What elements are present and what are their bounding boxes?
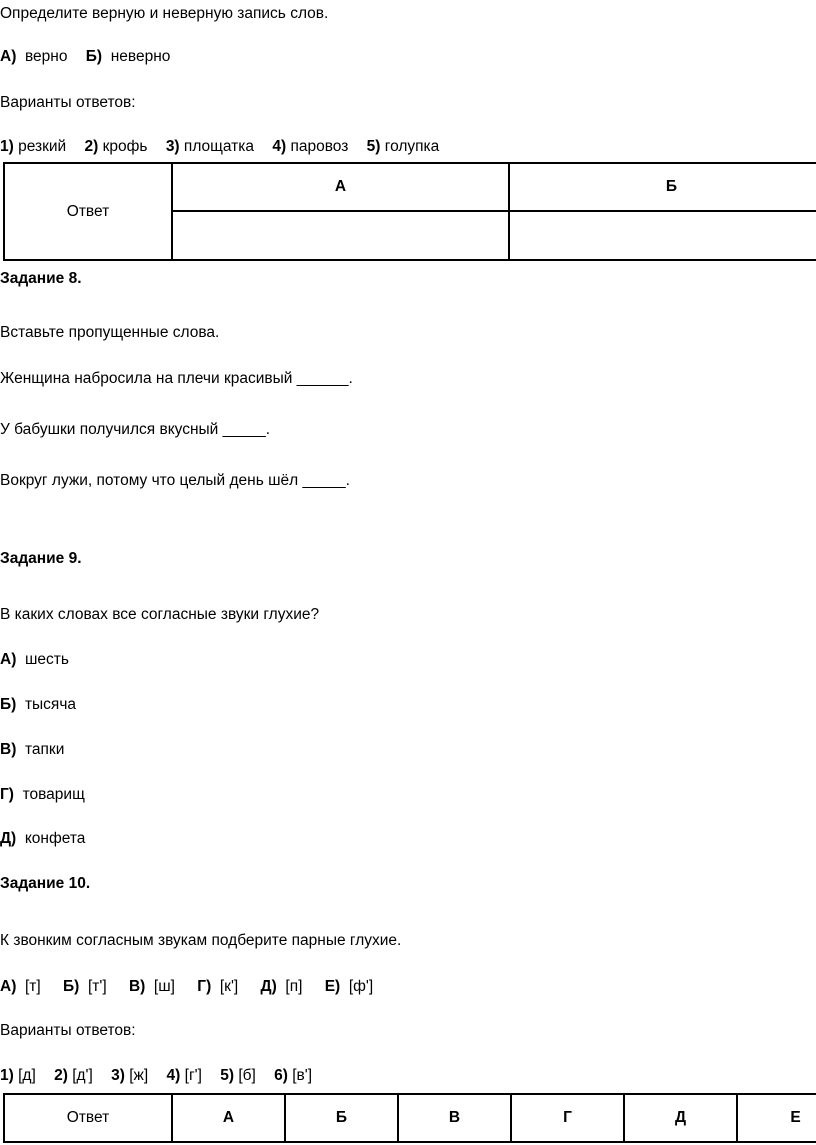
- option-letter: А): [0, 651, 17, 668]
- column-header-a: А: [172, 163, 509, 211]
- variant-num: 2): [54, 1067, 68, 1084]
- sound-letter: Б): [63, 978, 80, 995]
- variant-text: [д]: [18, 1067, 36, 1084]
- column-header-e: Е: [737, 1094, 816, 1142]
- option-letter: Д): [0, 830, 17, 847]
- column-header-a: А: [172, 1094, 285, 1142]
- task7-answer-table: [3, 162, 816, 261]
- variant-text: [б]: [238, 1067, 256, 1084]
- variant-num: 6): [274, 1067, 288, 1084]
- sound-text: [ш]: [153, 978, 175, 995]
- task9-heading: Задание 9.: [0, 550, 82, 567]
- choice-text: неверно: [110, 48, 171, 65]
- choice-text: верно: [24, 48, 68, 65]
- task8-sentence: Женщина набросила на плечи красивый ______.: [0, 370, 353, 387]
- variant-num: 1): [0, 1067, 14, 1084]
- variant-num: 3): [111, 1067, 125, 1084]
- task8-sentence: Вокруг лужи, потому что целый день шёл _____.: [0, 472, 350, 489]
- choice-letter: Б): [85, 48, 103, 65]
- task7-choices: [0, 47, 170, 67]
- answer-label: Ответ: [4, 163, 172, 260]
- variant-text: [в']: [292, 1067, 313, 1084]
- task9-option: [0, 695, 76, 715]
- answer-cell-a[interactable]: [172, 211, 509, 260]
- option-text: конфета: [24, 830, 86, 847]
- variant-text: резкий: [18, 138, 67, 155]
- option-text: тысяча: [24, 696, 77, 713]
- choice-letter: А): [0, 48, 17, 65]
- sound-text: [т]: [24, 978, 41, 995]
- option-text: шесть: [24, 651, 69, 668]
- sound-text: [к']: [219, 978, 239, 995]
- column-header-g: Г: [511, 1094, 624, 1142]
- variant-num: 3): [165, 138, 180, 155]
- sound-text: [ф']: [348, 978, 374, 995]
- option-letter: Б): [0, 696, 17, 713]
- task9-option: [0, 785, 85, 805]
- variant-text: голупка: [384, 138, 440, 155]
- task7-question: Определите верную и неверную запись слов.: [0, 5, 329, 22]
- variant-text: [ж]: [129, 1067, 149, 1084]
- option-text: тапки: [24, 741, 65, 758]
- task8-instruction: Вставьте пропущенные слова.: [0, 324, 220, 341]
- task10-answer-table: [3, 1093, 816, 1143]
- option-letter: В): [0, 741, 17, 758]
- sound-letter: А): [0, 978, 17, 995]
- variant-text: [д']: [72, 1067, 93, 1084]
- task7-variants-label: Варианты ответов:: [0, 94, 136, 111]
- column-header-d: Д: [624, 1094, 737, 1142]
- task10-variants-label: Варианты ответов:: [0, 1022, 136, 1039]
- task10-heading: Задание 10.: [0, 875, 91, 892]
- task9-option: [0, 740, 64, 760]
- variant-num: 4): [272, 138, 287, 155]
- variant-text: [г']: [184, 1067, 202, 1084]
- variant-text: крофь: [102, 138, 148, 155]
- answer-label: Ответ: [4, 1094, 172, 1142]
- option-letter: Г): [0, 786, 14, 803]
- variant-num: 4): [166, 1067, 181, 1084]
- task8-heading: Задание 8.: [0, 270, 82, 287]
- task9-option: [0, 650, 69, 670]
- task10-instruction: К звонким согласным звукам подберите парные глухие.: [0, 932, 402, 949]
- variant-num: 5): [366, 138, 381, 155]
- task9-question: В каких словах все согласные звуки глухие?: [0, 606, 320, 623]
- sound-text: [п]: [285, 978, 303, 995]
- answer-cell-b[interactable]: [509, 211, 816, 260]
- variant-num: 2): [84, 138, 99, 155]
- column-header-v: В: [398, 1094, 511, 1142]
- sound-letter: Д): [260, 978, 277, 995]
- task10-variants: [0, 1066, 312, 1086]
- task9-option: [0, 829, 85, 849]
- option-text: товарищ: [22, 786, 85, 803]
- sound-letter: В): [128, 978, 146, 995]
- sound-letter: Г): [197, 978, 212, 995]
- sound-letter: Е): [324, 978, 341, 995]
- task10-sounds: [0, 977, 373, 997]
- task7-variants: [0, 137, 439, 157]
- column-header-b: Б: [285, 1094, 398, 1142]
- task8-sentence: У бабушки получился вкусный _____.: [0, 421, 271, 438]
- sound-text: [т']: [87, 978, 107, 995]
- variant-num: 1): [0, 138, 14, 155]
- variant-text: паровоз: [290, 138, 349, 155]
- column-header-b: Б: [509, 163, 816, 211]
- variant-num: 5): [220, 1067, 234, 1084]
- variant-text: площатка: [183, 138, 255, 155]
